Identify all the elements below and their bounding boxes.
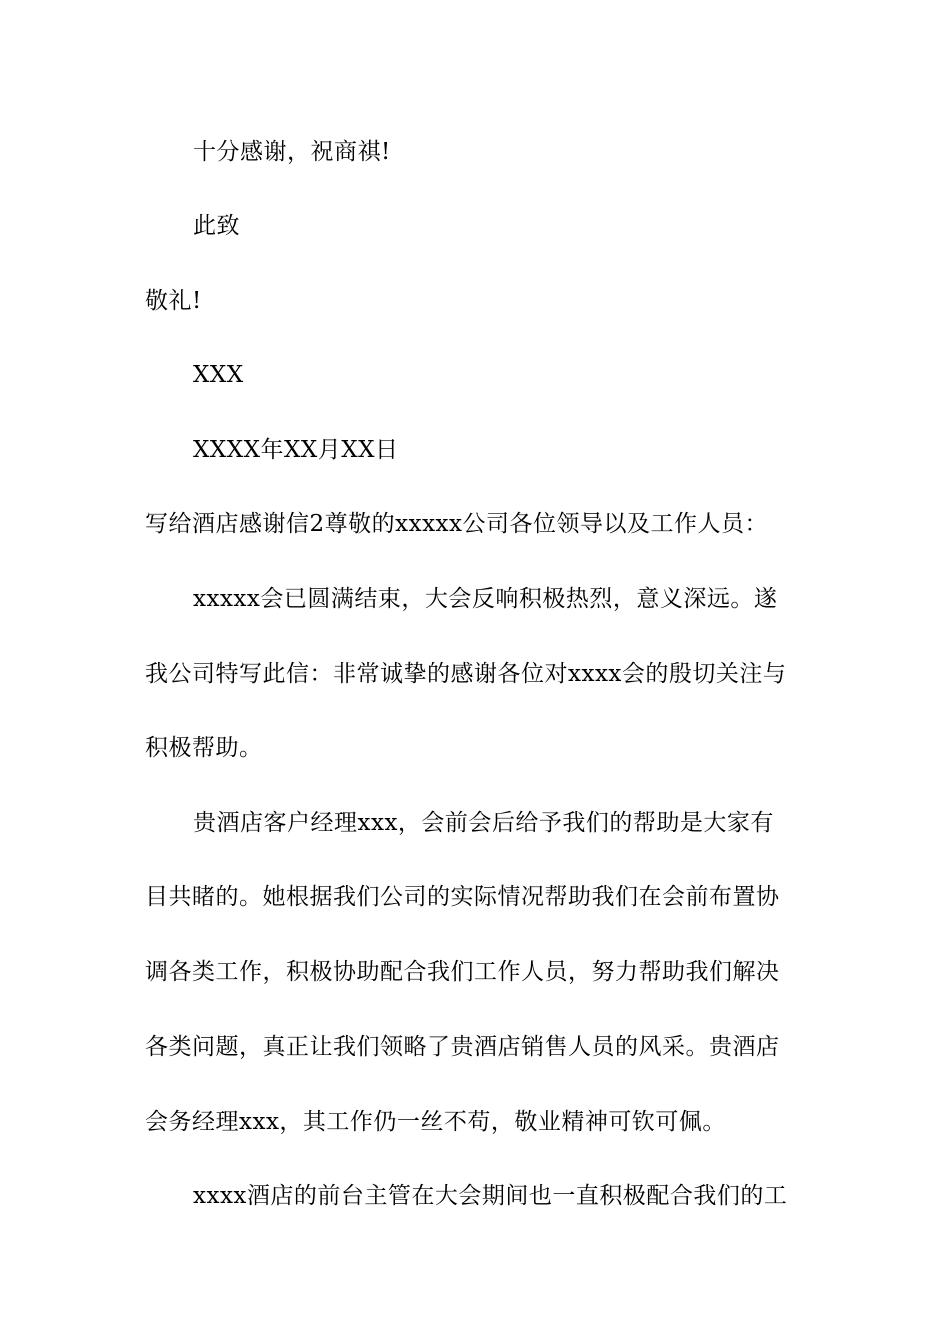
signature-name: XXX — [193, 362, 244, 388]
paragraph-line: 我公司特写此信：非常诚挚的感谢各位对xxxx会的殷切关注与 — [145, 661, 787, 687]
closing-thanks: 十分感谢，祝商祺! — [193, 139, 391, 165]
paragraph-line: 调各类工作，积极协助配合我们工作人员，努力帮助我们解决 — [145, 959, 780, 985]
closing-salutation: 此致 — [193, 213, 240, 239]
paragraph-line: 积极帮助。 — [145, 735, 263, 761]
paragraph-line: 各类问题，真正让我们领略了贵酒店销售人员的风采。贵酒店 — [145, 1034, 780, 1060]
paragraph-line: xxxx酒店的前台主管在大会期间也一直积极配合我们的工 — [193, 1183, 788, 1209]
letter2-heading: 写给酒店感谢信2尊敬的xxxxx公司各位领导以及工作人员： — [145, 511, 768, 537]
paragraph-line: 目共睹的。她根据我们公司的实际情况帮助我们在会前布置协 — [145, 884, 780, 910]
paragraph-line: 会务经理xxx，其工作仍一丝不苟，敬业精神可钦可佩。 — [145, 1109, 726, 1135]
closing-regards: 敬礼! — [145, 288, 202, 314]
paragraph-line: xxxxx会已圆满结束，大会反响积极热烈，意义深远。遂 — [193, 586, 778, 612]
paragraph-line: 贵酒店客户经理xxx，会前会后给予我们的帮助是大家有 — [193, 810, 774, 836]
signature-date: XXXX年XX月XX日 — [193, 437, 399, 463]
